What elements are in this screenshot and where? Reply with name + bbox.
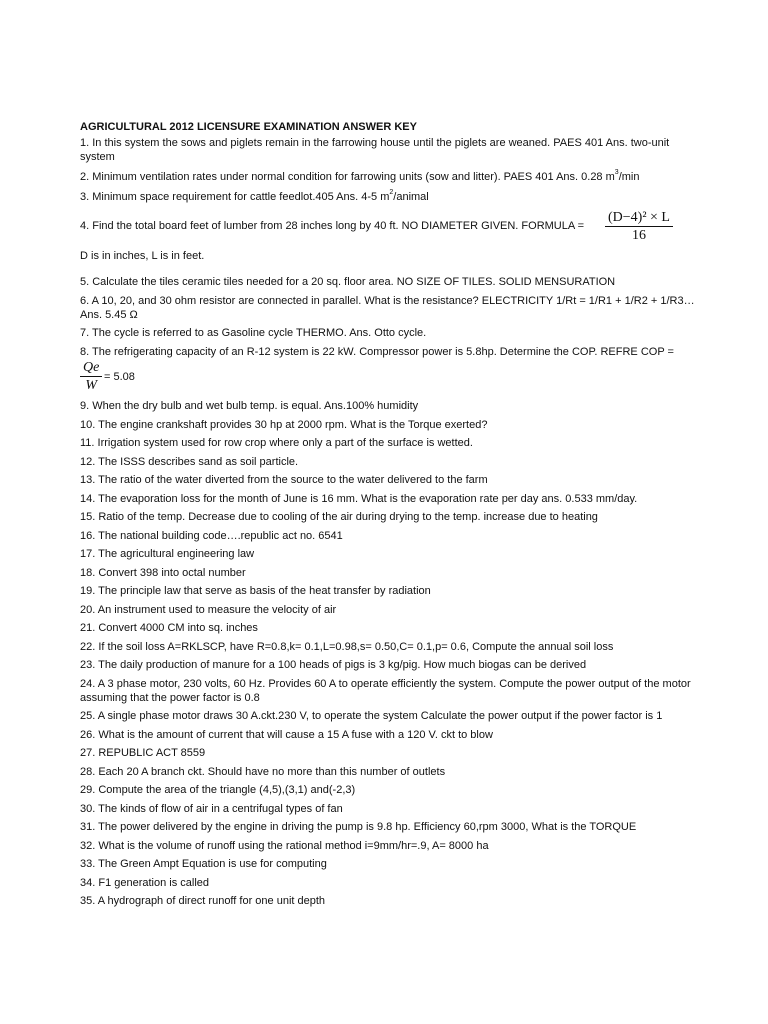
question-8: 8. The refrigerating capacity of an R-12 system is 22 kW. Compressor power is 5.8hp. Determine the COP. REFRE COP = xyxy=(80,345,674,358)
question-7: 7. The cycle is referred to as Gasoline cycle THERMO. Ans. Otto cycle. xyxy=(80,327,427,339)
question-3 xyxy=(80,190,700,204)
question-35: 35. A hydrograph of direct runoff for one unit depth xyxy=(80,895,326,907)
question-34: 34. F1 generation is called xyxy=(80,876,210,889)
board-feet-formula xyxy=(605,209,673,244)
question-26: 26. What is the amount of current that will cause a 15 A fuse with a 120 V. ckt to blow xyxy=(80,728,493,741)
question-12: 12. The ISSS describes sand as soil particle. xyxy=(80,455,299,468)
document-page xyxy=(80,120,700,913)
question-33: 33. The Green Ampt Equation is use for computing xyxy=(80,858,327,870)
question-9: 9. When the dry bulb and wet bulb temp. is equal. Ans.100% humidity xyxy=(80,400,419,412)
question-24: 24. A 3 phase motor, 230 volts, 60 Hz. Provides 60 A to operate efficiently the system. Compute the power output of the motor assuming that the power factor is 0.8 xyxy=(80,677,691,704)
question-4-text: 4. Find the total board feet of lumber from 28 inches long by 40 ft. NO DIAMETER GIVEN. FORMULA = xyxy=(80,219,585,232)
cop-numerator: Qe xyxy=(80,359,102,377)
question-10: 10. The engine crankshaft provides 30 hp at 2000 rpm. What is the Torque exerted? xyxy=(80,418,488,431)
question-14: 14. The evaporation loss for the month of June is 16 mm. What is the evaporation rate per day ans. 0.533 mm/day. xyxy=(80,492,638,505)
question-18: 18. Convert 398 into octal number xyxy=(80,566,246,579)
question-11: 11. Irrigation system used for row crop where only a part of the surface is wetted. xyxy=(80,437,473,449)
question-29: 29. Compute the area of the triangle (4,5),(3,1) and(-2,3) xyxy=(80,784,356,796)
question-22: 22. If the soil loss A=RKLSCP, have R=0.8,k= 0.1,L=0.98,s= 0.50,C= 0.1,p= 0.6, Compute the annual soil loss xyxy=(80,640,614,653)
question-4 xyxy=(80,209,700,245)
question-2-text: 2. Minimum ventilation rates under normal condition for farrowing units (sow and litter). PAES 401 Ans. 0.28 m xyxy=(80,171,615,183)
formula-denominator: 16 xyxy=(631,227,646,243)
question-3-unit: /animal xyxy=(393,191,429,203)
question-16: 16. The national building code….republic act no. 6541 xyxy=(80,529,343,542)
cop-value: = 5.08 xyxy=(104,371,135,383)
cop-fraction xyxy=(80,359,102,394)
question-5: 5. Calculate the tiles ceramic tiles needed for a 20 sq. floor area. NO SIZE OF TILES. SOLID MENSURATION xyxy=(80,276,616,288)
question-3-text: 3. Minimum space requirement for cattle feedlot.405 Ans. 4-5 m xyxy=(80,191,390,203)
question-19: 19. The principle law that serve as basis of the heat transfer by radiation xyxy=(80,585,431,597)
question-15: 15. Ratio of the temp. Decrease due to cooling of the air during drying to the temp. increase due to heating xyxy=(80,511,598,523)
question-13: 13. The ratio of the water diverted from the source to the water delivered to the farm xyxy=(80,474,488,486)
question-17: 17. The agricultural engineering law xyxy=(80,548,255,560)
document-title: AGRICULTURAL 2012 LICENSURE EXAMINATION ANSWER KEY xyxy=(80,121,417,133)
cop-denominator: W xyxy=(85,378,97,393)
question-2 xyxy=(80,170,700,184)
question-4-note: D is in inches, L is in feet. xyxy=(80,249,205,262)
question-31: 31. The power delivered by the engine in driving the pump is 9.8 hp. Efficiency 60,rpm 3000, What is the TORQUE xyxy=(80,821,637,833)
question-2-unit: /min xyxy=(618,171,640,183)
question-30: 30. The kinds of flow of air in a centrifugal types of fan xyxy=(80,802,343,815)
question-21: 21. Convert 4000 CM into sq. inches xyxy=(80,622,258,634)
question-20: 20. An instrument used to measure the velocity of air xyxy=(80,603,337,616)
question-6: 6. A 10, 20, and 30 ohm resistor are connected in parallel. What is the resistance? ELECTRICITY 1/Rt = 1/R1 + 1/R2 + 1/R3… Ans. 5.45 Ω xyxy=(80,294,695,321)
question-28: 28. Each 20 A branch ckt. Should have no more than this number of outlets xyxy=(80,765,446,778)
cop-formula xyxy=(80,360,700,393)
question-25: 25. A single phase motor draws 30 A.ckt.230 V, to operate the system Calculate the power output if the power factor is 1 xyxy=(80,710,663,722)
spacer xyxy=(80,267,700,275)
question-2-exponent: 3 xyxy=(614,169,619,177)
question-23: 23. The daily production of manure for a 100 heads of pigs is 3 kg/pig. How much biogas can be derived xyxy=(80,659,587,671)
question-1: 1. In this system the sows and piglets remain in the farrowing house until the piglets are weaned. PAES 401 Ans. two-unit system xyxy=(80,137,670,163)
question-32: 32. What is the volume of runoff using the rational method i=9mm/hr=.9, A= 8000 ha xyxy=(80,839,489,852)
question-3-exponent: 2 xyxy=(389,189,394,197)
formula-numerator: (D−4)² × L xyxy=(605,209,673,227)
question-27: 27. REPUBLIC ACT 8559 xyxy=(80,747,206,759)
